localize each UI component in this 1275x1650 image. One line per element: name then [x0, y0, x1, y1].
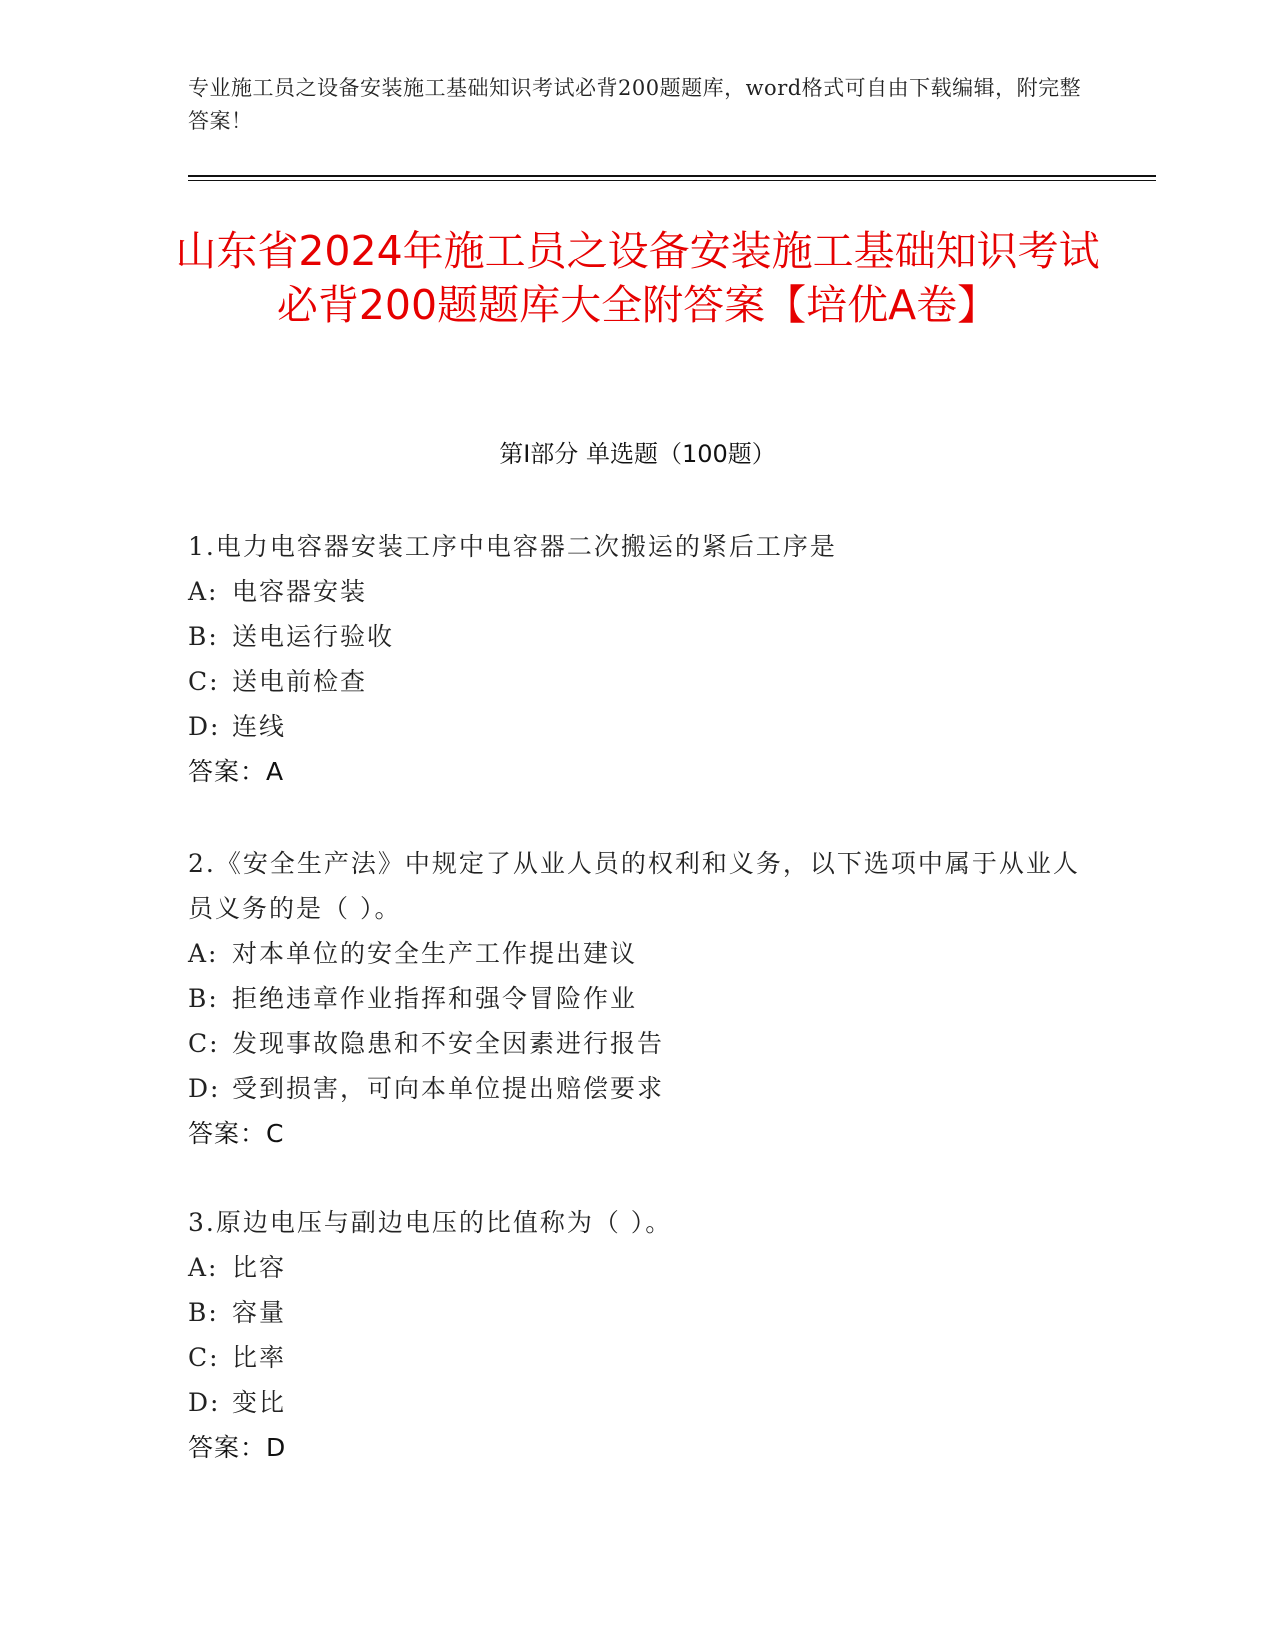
answer-value: D [266, 1433, 287, 1462]
option-text: 容量 [232, 1298, 287, 1327]
option-text: 送电运行验收 [232, 622, 395, 651]
option-d [188, 704, 1088, 749]
document-title: 山东省2024年施工员之设备安装施工基础知识考试必背200题题库大全附答案【培优A卷】 [175, 227, 1100, 329]
option-text: 送电前检查 [232, 667, 368, 696]
question-stem: 1.电力电容器安装工序中电容器二次搬运的紧后工序是 [188, 532, 837, 561]
header-divider-thin [188, 180, 1156, 181]
option-text: 对本单位的安全生产工作提出建议 [232, 939, 638, 968]
option-letter: B: [188, 622, 219, 651]
option-letter: D: [188, 1074, 221, 1103]
question-stem: 3.原边电压与副边电压的比值称为（ ）。 [188, 1208, 673, 1237]
option-letter: D: [188, 712, 221, 741]
option-letter: A: [188, 939, 219, 968]
option-text: 变比 [232, 1388, 287, 1417]
question-block [188, 524, 1088, 794]
option-a [188, 569, 1088, 614]
option-a [188, 1245, 1088, 1290]
answer-line [188, 749, 1088, 794]
option-text: 拒绝违章作业指挥和强令冒险作业 [232, 984, 638, 1013]
option-text: 比率 [232, 1343, 287, 1372]
option-text: 比容 [232, 1253, 287, 1282]
option-letter: A: [188, 577, 219, 606]
answer-prefix: 答案： [188, 1119, 267, 1148]
option-letter: D: [188, 1388, 221, 1417]
option-c [188, 1021, 1088, 1066]
option-d [188, 1066, 1088, 1111]
answer-value: A [266, 757, 285, 786]
option-text: 发现事故隐患和不安全因素进行报告 [232, 1029, 665, 1058]
answer-value: C [266, 1119, 285, 1148]
answer-line [188, 1425, 1088, 1470]
option-text: 受到损害，可向本单位提出赔偿要求 [232, 1074, 665, 1103]
option-b [188, 1290, 1088, 1335]
header-note: 专业施工员之设备安装施工基础知识考试必背200题题库，word格式可自由下载编辑，附完整答案！ [188, 76, 1082, 133]
option-letter: C: [188, 667, 220, 696]
question-block [188, 841, 1088, 1156]
option-a [188, 931, 1088, 976]
option-letter: C: [188, 1029, 220, 1058]
section-heading: 第Ⅰ部分 单选题（100题） [499, 440, 776, 468]
answer-prefix: 答案： [188, 757, 267, 786]
question-block [188, 1200, 1088, 1470]
option-letter: A: [188, 1253, 219, 1282]
option-letter: C: [188, 1343, 220, 1372]
option-letter: B: [188, 984, 219, 1013]
option-letter: B: [188, 1298, 219, 1327]
header-divider-thick [188, 175, 1156, 177]
option-b [188, 614, 1088, 659]
option-c [188, 1335, 1088, 1380]
answer-line [188, 1111, 1088, 1156]
option-c [188, 659, 1088, 704]
option-d [188, 1380, 1088, 1425]
option-text: 电容器安装 [232, 577, 368, 606]
question-stem: 2.《安全生产法》中规定了从业人员的权利和义务，以下选项中属于从业人员义务的是（ ）。 [188, 849, 1080, 923]
option-b [188, 976, 1088, 1021]
option-text: 连线 [232, 712, 287, 741]
answer-prefix: 答案： [188, 1433, 267, 1462]
